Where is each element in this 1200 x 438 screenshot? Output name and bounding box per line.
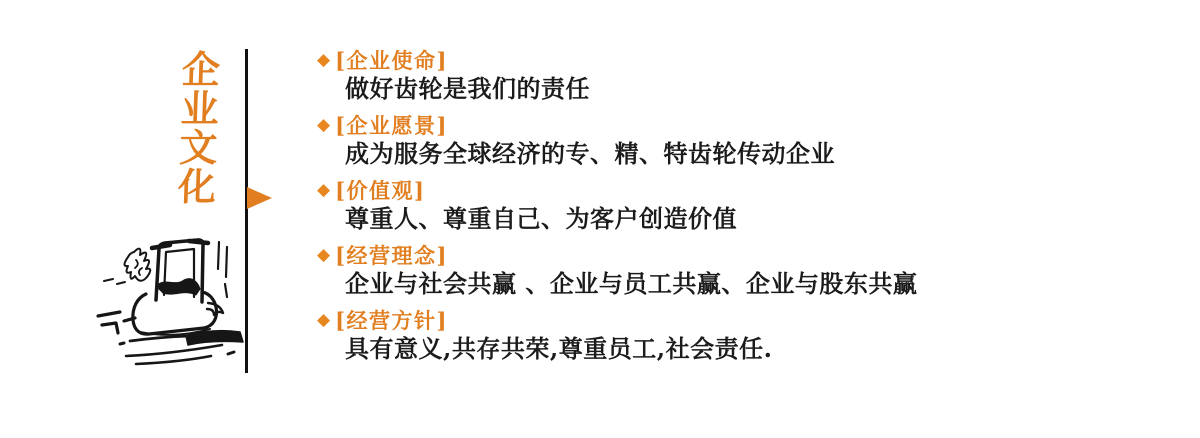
page-title-char: 化	[177, 164, 217, 209]
culture-item-title: [经营理念]	[335, 243, 448, 268]
diamond-icon: ◆	[317, 49, 331, 70]
culture-item-philosophy	[317, 241, 937, 299]
culture-item-header	[317, 241, 937, 269]
culture-item-title: [经营方针]	[335, 308, 448, 333]
culture-item-body: 成为服务全球经济的专、精、特齿轮传动企业	[345, 139, 835, 168]
culture-item-title: [企业愿景]	[335, 113, 448, 138]
diamond-icon: ◆	[317, 179, 331, 200]
culture-section-list	[317, 46, 937, 371]
culture-item-header	[317, 111, 937, 139]
culture-item-header	[317, 46, 937, 74]
page-title-char: 企	[181, 47, 221, 92]
page-title-char: 文	[178, 125, 219, 170]
culture-item-body: 具有意义,共存共荣,尊重员工,社会责任.	[345, 334, 773, 363]
page-title-char: 业	[179, 86, 220, 131]
ink-kettle-sketch-icon	[90, 224, 250, 374]
diamond-icon: ◆	[317, 309, 331, 330]
culture-item-body: 尊重人、尊重自己、为客户创造价值	[345, 204, 737, 233]
culture-item-title: [企业使命]	[335, 48, 448, 73]
diamond-icon: ◆	[317, 114, 331, 135]
culture-item-header	[317, 176, 937, 204]
culture-item-vision	[317, 111, 937, 169]
culture-item-mission	[317, 46, 937, 104]
culture-item-body: 企业与社会共赢 、企业与员工共赢、企业与股东共赢	[345, 269, 918, 298]
culture-item-body: 做好齿轮是我们的责任	[345, 74, 590, 103]
culture-item-title: [价值观]	[335, 178, 426, 203]
culture-item-values	[317, 176, 937, 234]
triangle-right-icon	[247, 187, 272, 209]
culture-item-header	[317, 306, 937, 334]
page-title	[172, 47, 225, 209]
culture-item-policy	[317, 306, 937, 364]
diamond-icon: ◆	[317, 244, 331, 265]
